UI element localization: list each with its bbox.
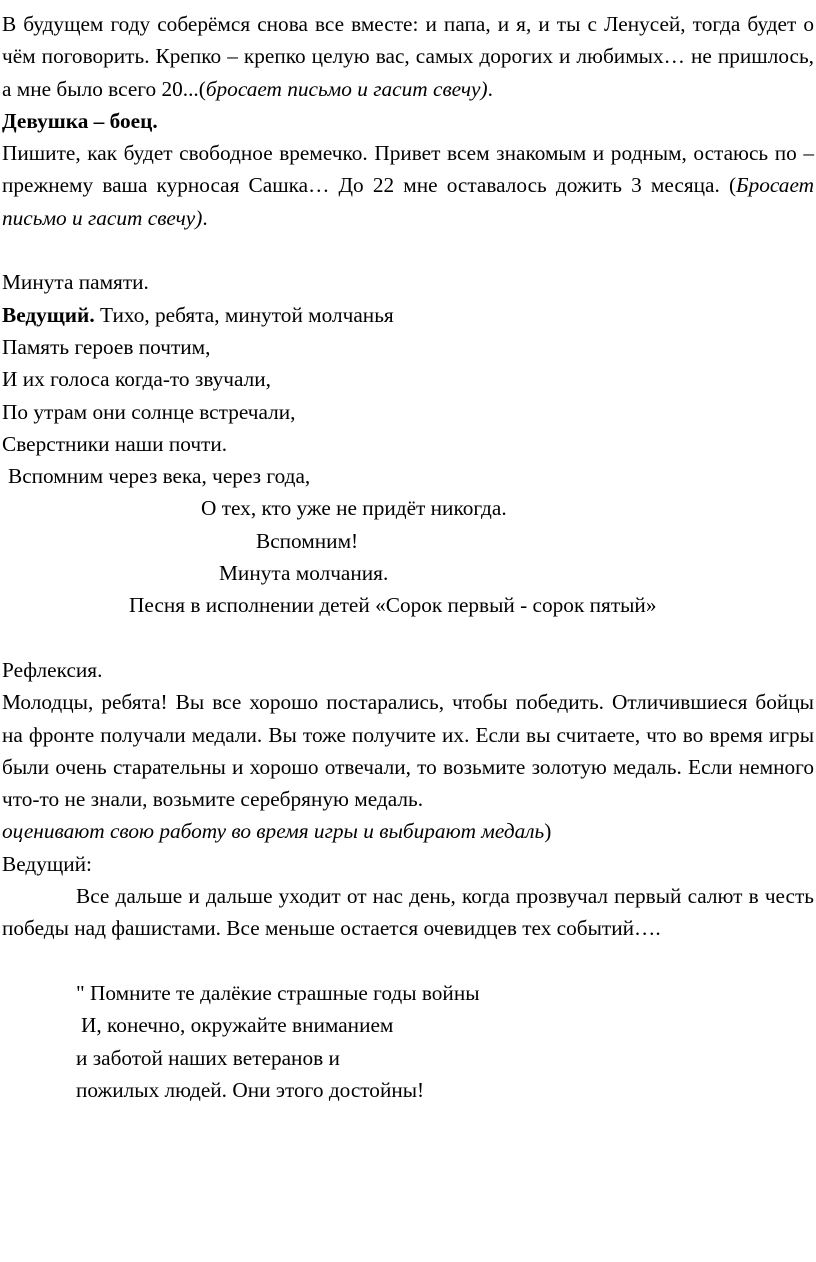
quote-line-1: " Помните те далёкие страшные годы войны [76, 980, 480, 1005]
heading-girl-soldier: Девушка – боец. [2, 108, 158, 133]
stage-direction-1: бросает письмо и гасит свечу) [205, 76, 488, 101]
song-line: Песня в исполнении детей «Сорок первый - сорок пятый» [129, 593, 657, 618]
letter-text-1: В будущем году соберёмся снова все вместе: и папа, и я, и ты с Ленусей, тогда будет о чём поговорить. Крепко – крепко целую вас, самых дорогих и любимых… не пришлось, а мне было всего 20... [2, 12, 814, 101]
stage-paren-1: ( [198, 76, 206, 101]
poem-line-3: И их голоса когда-то звучали, [2, 367, 271, 392]
memory-title: Минута памяти. [2, 270, 149, 295]
blank-line [2, 945, 814, 977]
reflection-stage-text: оценивают свою работу во время игры и выбирают медаль [2, 819, 545, 844]
poem-line-6: Вспомним через века, через года, [8, 464, 311, 489]
poem-line-4: По утрам они солнце встречали, [2, 399, 296, 424]
reflection-stage [2, 815, 814, 847]
poem-line-1 [2, 299, 814, 331]
letter-text-2: Пишите, как будет свободное времечко. Привет всем знакомым и родным, остаюсь по – прежнему ваша курносая Сашка… До 22 мне оставалось дожить 3 месяца. [2, 141, 814, 198]
blank-line [2, 622, 814, 654]
quote-line-4: пожилых людей. Они этого достойны! [76, 1077, 425, 1102]
letter-paragraph-1 [2, 8, 814, 105]
quote-line-2: И, конечно, окружайте вниманием [81, 1013, 394, 1038]
poem-line-7: О тех, кто уже не придёт никогда. [201, 496, 507, 521]
blank-line [2, 234, 814, 266]
stage-direction-2: Бросает письмо и гасит свечу) [2, 173, 814, 230]
closing-paragraph: Все дальше и дальше уходит от нас день, когда прозвучал первый салют в честь победы над фашистами. Все меньше остается очевидцев тех событий…. [2, 884, 814, 941]
closing-speaker: Ведущий: [2, 851, 92, 876]
poem-line-1-text: Тихо, ребята, минутой молчанья [94, 302, 394, 327]
stage-end-2: . [202, 205, 208, 230]
reflection-paragraph: Молодцы, ребята! Вы все хорошо постарались, чтобы победить. Отличившиеся бойцы на фронте получали медали. Вы тоже получите их. Если вы считаете, что во время игры были очень старательны и хорошо отвечали, то возьмите золотую медаль. Если немного что-то не знали, возьмите серебряную медаль. [2, 690, 814, 812]
poem-line-8: Вспомним! [256, 528, 359, 553]
reflection-title: Рефлексия. [2, 657, 103, 682]
speaker-host: Ведущий. [2, 302, 95, 327]
quote-line-3: и заботой наших ветеранов и [76, 1045, 340, 1070]
stage-end-1: . [487, 76, 493, 101]
minute-of-silence: Минута молчания. [219, 561, 389, 586]
poem-line-5: Сверстники наши почти. [2, 431, 228, 456]
poem-line-2: Память героев почтим, [2, 334, 211, 359]
letter-paragraph-2 [2, 137, 814, 234]
stage-paren-2: ( [728, 173, 737, 198]
reflection-stage-close: ) [544, 819, 552, 844]
